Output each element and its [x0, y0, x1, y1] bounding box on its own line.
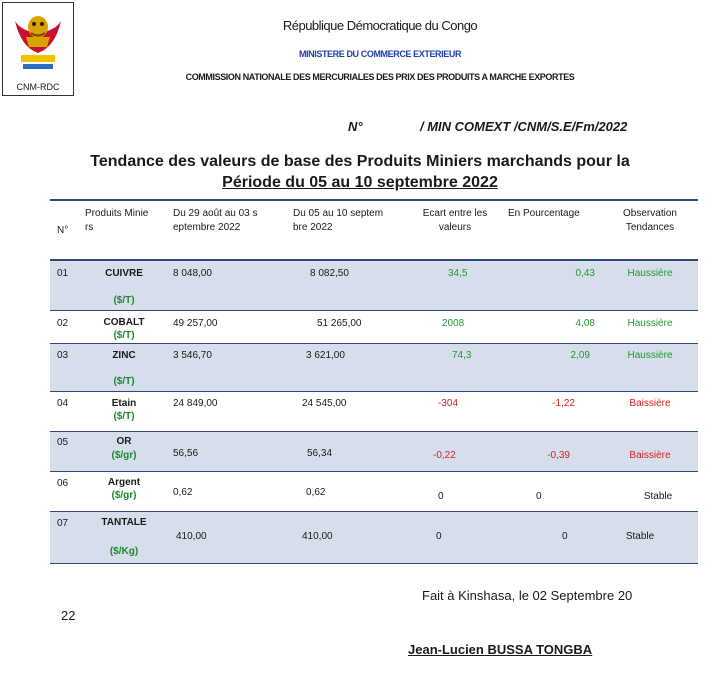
trend-value: Haussière — [627, 350, 673, 361]
value-period1: 3 546,70 — [173, 350, 212, 361]
value-period1: 8 048,00 — [173, 268, 212, 279]
product-unit: ($/T) — [113, 295, 135, 306]
value-period1: 0,62 — [173, 487, 193, 498]
document-title: Tendance des valeurs de base des Produits Miniers marchands pour la — [90, 153, 630, 170]
trend-value: Haussière — [627, 318, 673, 329]
value-period1: 49 257,00 — [173, 318, 218, 329]
product-unit: ($/gr) — [111, 450, 137, 461]
percentage-value: 4,08 — [575, 318, 595, 329]
percentage-value: 0 — [536, 491, 542, 502]
product-name: CUIVRE — [105, 268, 143, 279]
signatory-name: Jean-Lucien BUSSA TONGBA — [408, 642, 593, 657]
row-no: 07 — [57, 518, 69, 529]
table-row — [50, 472, 698, 512]
percentage-value: 0,43 — [575, 268, 595, 279]
commission-name: COMMISSION NATIONALE DES MERCURIALES DES PRIX DES PRODUITS A MARCHE EXPORTES — [185, 72, 575, 82]
table-row — [50, 311, 698, 344]
product-name: OR — [116, 436, 132, 447]
product-unit: ($/Kg) — [109, 546, 139, 557]
header-period1-a: Du 29 août au 03 s — [173, 208, 258, 219]
table-row — [50, 392, 698, 432]
trend-value: Stable — [643, 491, 673, 502]
row-no: 01 — [57, 268, 69, 279]
table-header-row — [50, 199, 698, 261]
row-no: 05 — [57, 437, 69, 448]
row-no: 03 — [57, 350, 69, 361]
row-no: 06 — [57, 478, 69, 489]
table-row — [50, 432, 698, 472]
header-observation: Observation — [623, 208, 677, 219]
value-period2: 51 265,00 — [317, 318, 362, 329]
header-ecart-a: Ecart entre les — [422, 208, 488, 219]
product-unit: ($/T) — [113, 330, 135, 341]
value-period2: 3 621,00 — [306, 350, 345, 361]
header-product-a: Produits Minie — [85, 208, 149, 219]
row-no: 02 — [57, 318, 69, 329]
value-period2: 0,62 — [306, 487, 326, 498]
table-row — [50, 261, 698, 311]
header-product-b: rs — [85, 222, 94, 233]
table-row — [50, 512, 698, 564]
ecart-value: -0,22 — [433, 450, 456, 461]
value-period1: 24 849,00 — [173, 398, 218, 409]
percentage-value: 0 — [562, 531, 568, 542]
product-name: TANTALE — [101, 517, 147, 528]
header-percentage: En Pourcentage — [508, 208, 580, 219]
place-and-date: Fait à Kinshasa, le 02 Septembre 20 — [422, 588, 633, 603]
percentage-value: -0,39 — [547, 450, 570, 461]
header-period2-b: bre 2022 — [293, 222, 333, 233]
value-period1: 410,00 — [176, 531, 207, 542]
trend-value: Baissière — [629, 398, 671, 409]
header-tendances: Tendances — [625, 222, 675, 233]
trend-value: Stable — [625, 531, 655, 542]
row-no: 04 — [57, 398, 69, 409]
value-period2: 56,34 — [307, 448, 333, 459]
trend-value: Haussière — [627, 268, 673, 279]
product-unit: ($/T) — [113, 411, 135, 422]
percentage-value: 2,09 — [570, 350, 590, 361]
trend-value: Baissière — [629, 450, 671, 461]
header-period1-b: eptembre 2022 — [173, 222, 241, 233]
product-name: ZINC — [112, 350, 136, 361]
header-period2-a: Du 05 au 10 septem — [293, 208, 384, 219]
reference-code: / MIN COMEXT /CNM/S.E/Fm/2022 — [420, 119, 628, 134]
product-name: Argent — [107, 477, 141, 488]
value-period2: 8 082,50 — [310, 268, 349, 279]
header-ecart-b: valeurs — [438, 222, 472, 233]
coat-of-arms-icon — [11, 7, 65, 73]
prices-table — [50, 199, 698, 564]
table-row — [50, 344, 698, 392]
ecart-value: 0 — [438, 491, 444, 502]
ecart-value: 0 — [436, 531, 442, 542]
value-period1: 56,56 — [173, 448, 199, 459]
republic-name: République Démocratique du Congo — [282, 18, 478, 33]
ministry-name: MINISTERE DU COMMERCE EXTERIEUR — [298, 49, 462, 59]
value-period2: 410,00 — [302, 531, 333, 542]
product-name: COBALT — [103, 317, 145, 328]
reference-number-label: N° — [348, 119, 363, 134]
header-no: N° — [57, 225, 69, 236]
logo-box — [2, 2, 74, 96]
document-period: Période du 05 au 10 septembre 2022 — [222, 174, 498, 191]
date-year-fragment: 22 — [61, 608, 76, 623]
ecart-value: -304 — [438, 398, 459, 409]
value-period2: 24 545,00 — [302, 398, 347, 409]
ecart-value: 34,5 — [448, 268, 468, 279]
percentage-value: -1,22 — [552, 398, 575, 409]
ecart-value: 2008 — [442, 318, 465, 329]
product-name: Etain — [111, 398, 137, 409]
logo-caption: CNM-RDC — [16, 82, 60, 92]
product-unit: ($/gr) — [111, 490, 137, 501]
product-unit: ($/T) — [113, 376, 135, 387]
ecart-value: 74,3 — [452, 350, 472, 361]
